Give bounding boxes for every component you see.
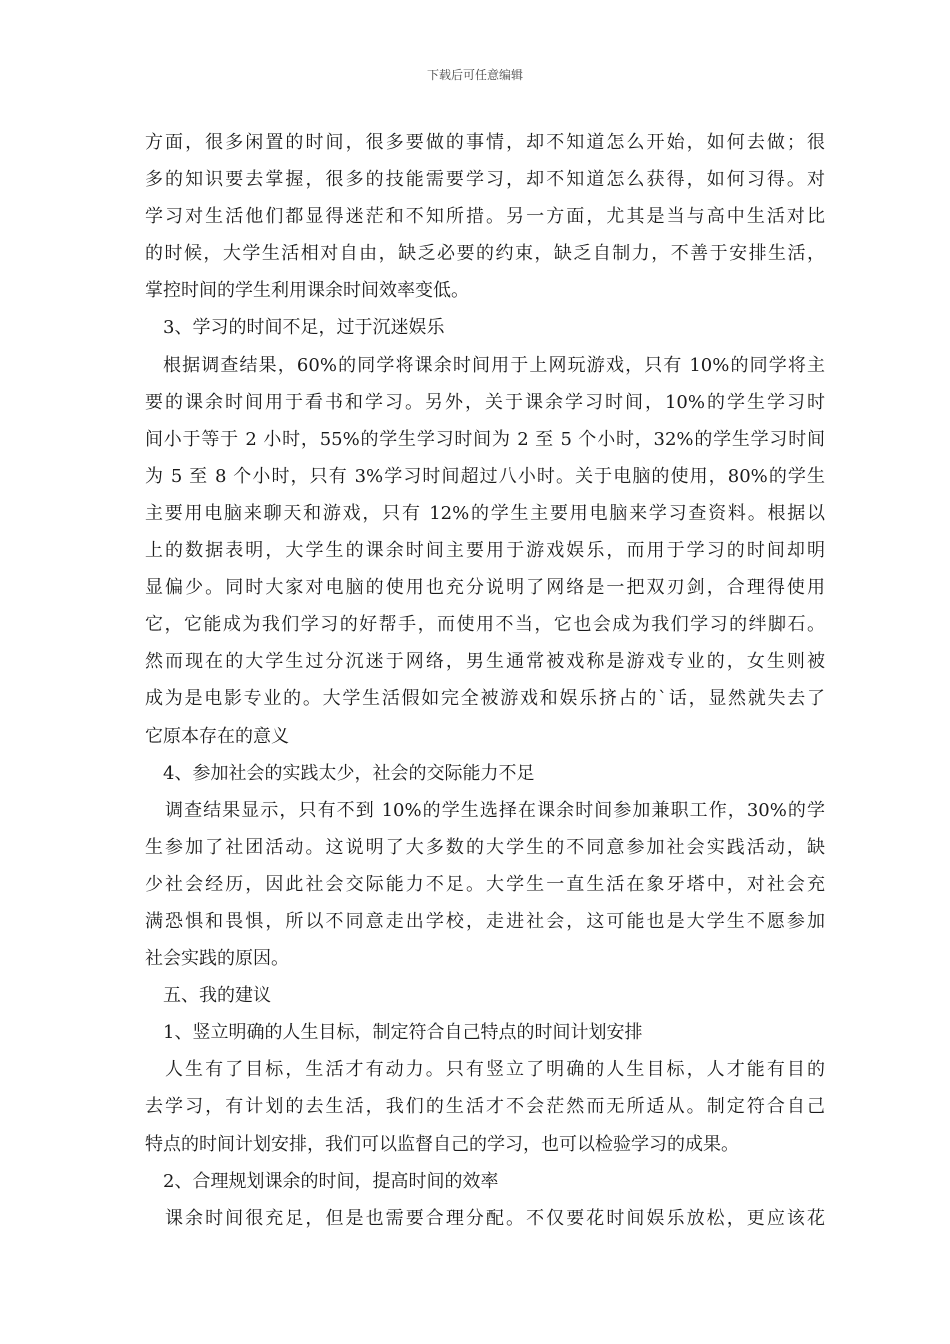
text-line: 去学习，有计划的去生活，我们的生活才不会茫然而无所适从。制定符合自己	[145, 1096, 825, 1118]
text-line: 它原本存在的意义	[145, 725, 289, 747]
text-line: 为 5 至 8 个小时，只有 3%学习时间超过八小时。关于电脑的使用，80%的学生	[145, 465, 825, 487]
text-line: 课余时间很充足，但是也需要合理分配。不仅要花时间娱乐放松，更应该花	[165, 1207, 825, 1229]
body-text	[145, 124, 825, 1237]
text-line: 1、竖立明确的人生目标，制定符合自己特点的时间计划安排	[163, 1022, 643, 1044]
text-line: 调查结果显示，只有不到 10%的学生选择在课余时间参加兼职工作，30%的学	[165, 799, 825, 821]
text-line: 特点的时间计划安排，我们可以监督自己的学习，也可以检验学习的成果。	[145, 1133, 739, 1155]
text-line: 人生有了目标，生活才有动力。只有竖立了明确的人生目标，人才能有目的	[165, 1059, 825, 1081]
text-line: 4、参加社会的实践太少，社会的交际能力不足	[163, 762, 535, 784]
text-line: 掌控时间的学生利用课余时间效率变低。	[145, 280, 469, 302]
text-line: 上的数据表明，大学生的课余时间主要用于游戏娱乐，而用于学习的时间却明	[145, 540, 825, 562]
text-line: 显偏少。同时大家对电脑的使用也充分说明了网络是一把双刃剑，合理得使用	[145, 577, 825, 599]
text-line: 根据调查结果，60%的同学将课余时间用于上网玩游戏，只有 10%的同学将主	[163, 354, 825, 376]
text-line: 成为是电影专业的。大学生活假如完全被游戏和娱乐挤占的`话，显然就失去了	[145, 688, 825, 710]
text-line: 少社会经历，因此社会交际能力不足。大学生一直生活在象牙塔中，对社会充	[145, 873, 825, 895]
text-line: 主要用电脑来聊天和游戏，只有 12%的学生主要用电脑来学习查资料。根据以	[145, 502, 825, 524]
text-line: 五、我的建议	[163, 985, 271, 1007]
text-line: 2、合理规划课余的时间，提高时间的效率	[163, 1170, 499, 1192]
text-line: 生参加了社团活动。这说明了大多数的大学生的不同意参加社会实践活动，缺	[145, 836, 825, 858]
text-line: 社会实践的原因。	[145, 948, 289, 970]
text-line: 要的课余时间用于看书和学习。另外，关于课余学习时间，10%的学生学习时	[145, 391, 825, 413]
text-line: 的时候，大学生活相对自由，缺乏必要的约束，缺乏自制力，不善于安排生活，	[145, 243, 825, 265]
text-line: 学习对生活他们都显得迷茫和不知所措。另一方面，尤其是当与高中生活对比	[145, 206, 825, 228]
text-line: 3、学习的时间不足，过于沉迷娱乐	[163, 317, 445, 339]
text-line: 然而现在的大学生过分沉迷于网络，男生通常被戏称是游戏专业的，女生则被	[145, 651, 825, 673]
text-line: 间小于等于 2 小时，55%的学生学习时间为 2 至 5 个小时，32%的学生学习时间	[145, 428, 825, 450]
text-line: 满恐惧和畏惧，所以不同意走出学校，走进社会，这可能也是大学生不愿参加	[145, 910, 825, 932]
page-header: 下载后可任意编辑	[426, 68, 523, 82]
text-line: 它，它能成为我们学习的好帮手，而使用不当，它也会成为我们学习的绊脚石。	[145, 614, 825, 636]
text-line: 方面，很多闲置的时间，很多要做的事情，却不知道怎么开始，如何去做；很	[145, 132, 825, 153]
text-line: 多的知识要去掌握，很多的技能需要学习，却不知道怎么获得，如何习得。对	[145, 169, 825, 191]
